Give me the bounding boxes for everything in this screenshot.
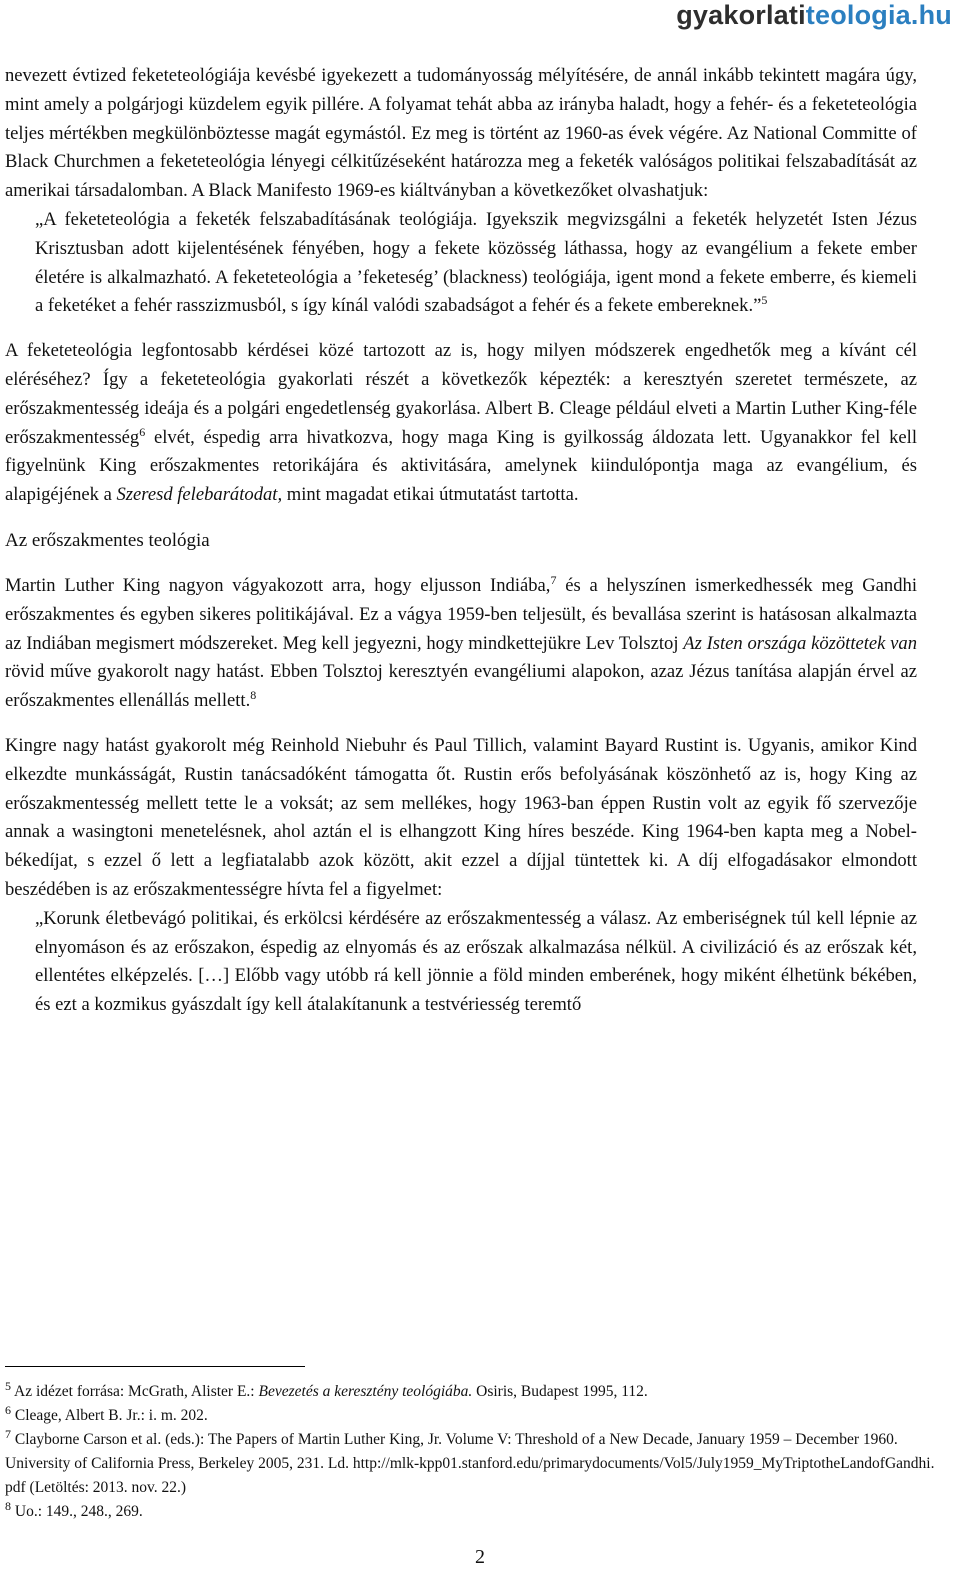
paragraph-2 (5, 337, 917, 510)
paragraph-3-text-b: és a helyszínen ismerkedhessék meg Gandhi erőszakmentes és egyben sikeres politikájával. Ez a vágya 1959-ben teljesült, és bevallása szerint is hatásosan alkalmazta az Indiában megismert módszereket. Meg kell jegyezni, hogy mindkettejükre Lev Tolsztoj (5, 574, 917, 654)
paragraph-3-italic: Az Isten országa közöttetek van (683, 632, 917, 654)
logo-text-part1: gyakorlati (676, 0, 806, 30)
paragraph-2-italic: Szeresd felebarátodat, (116, 484, 283, 506)
footnote-number: 7 (5, 1426, 11, 1441)
footnote-ref-5[interactable]: 5 (761, 293, 768, 308)
footnote-5-text-a: Az idézet forrása: McGrath, Alister E.: (11, 1383, 259, 1400)
paragraph-2-text-c: mint magadat etikai útmutatást tartotta. (282, 484, 579, 506)
footnote-ref-8[interactable]: 8 (250, 687, 257, 702)
paragraph-2-text-b: elvét, éspedig arra hivatkozva, hogy maga King is gyilkosság áldozata lett. Ugyanakkor fel kell figyelnünk King erőszakmentes retorikájára és aktivitására, amelynek kiindulópontja maga az evangélium, és alapigéjének a (5, 426, 917, 506)
paragraph-2-text-a: A feketeteológia legfontosabb kérdései közé tartozott az is, hogy milyen módszerek engedhetők meg a kívánt cél eléréséhez? Így a feketeteológia gyakorlati részét a következők képezték: a keresztyén szeretet természete, az erőszakmentesség ideája és a polgári engedetlenség gyakorlása. Albert B. Cleage például elveti a Martin Luther King-féle erőszakmentesség (5, 340, 917, 448)
site-logo (676, 0, 952, 31)
footnote-7 (5, 1428, 935, 1500)
footnote-separator (5, 1366, 305, 1367)
page-number: 2 (475, 1546, 485, 1568)
footnote-8 (5, 1500, 935, 1524)
paragraph-4: Kingre nagy hatást gyakorolt még Reinhold Niebuhr és Paul Tillich, valamint Bayard Rustint is. Ugyanis, amikor Kind elkezdte munkásságát, Rustin tanácsadóként támogatta őt. Rustin erős befolyásának köszönhető az is, hogy King az erőszakmentesség mellett tette le a voksát; az sem mellékes, hogy 1963-ban éppen Rustin volt az egyik fő szervezője annak a wasingtoni menetelésnek, ahol aztán el is elhangzott King híres beszéde. King 1964-ben kapta meg a Nobel-békedíjat, s ezzel ő lett a legfiatalabb azok között, akit ezzel a díjjal tüntettek ki. A díj elfogadásakor elmondott beszédében is az erőszakmentességre hívta fel a figyelmet: (5, 734, 917, 900)
footnote-5-italic: Bevezetés a keresztény teológiába. (258, 1383, 473, 1400)
blockquote-manifesto (35, 206, 917, 321)
footnote-ref-6[interactable]: 6 (139, 424, 146, 439)
paragraph-3-text-a: Martin Luther King nagyon vágyakozott arra, hogy eljusson Indiába, (5, 574, 551, 596)
footnote-number: 8 (5, 1498, 11, 1513)
paragraph-3-text-c: rövid műve gyakorolt nagy hatást. Ebben Tolsztoj keresztyén evangéliumi alapokon, azaz Jézus tanítása alapján érvel az erőszakmentes ellenállás mellett. (5, 661, 917, 712)
footnote-ref-7[interactable]: 7 (550, 572, 557, 587)
blockquote-nobel-speech: „Korunk életbevágó politikai, és erkölcsi kérdésére az erőszakmentesség a válasz. Az emberiségnek túl kell lépnie az elnyomáson és az erőszakon, éspedig az elnyomás és az erőszak alkalmazása nélkül. A civilizáció és az erőszak két, ellentétes elképzelés. […] Előbb vagy utóbb rá kell jönnie a föld minden emberének, hogy miként élhetünk békében, és ezt a kozmikus gyászdalt így kell átalakítanunk a testvériesség teremtő (35, 907, 917, 1016)
quote-text: „A feketeteológia a feketék felszabadításának teológiája. Igyekszik megvizsgálni a feketék helyzetét Isten Jézus Krisztusban adott kijelentésének fényében, hogy a fekete közösség láthassa, hogy az evangélium a fekete ember életére is alkalmazható. A feketeteológia a ’feketeség’ (blackness) teológiája, igent mond a fekete emberre, és kiemeli a feketéket a fehér rasszizmusból, s így kínál valódi szabadságot a fehér és a fekete embereknek.” (35, 208, 917, 317)
paragraph-1: nevezett évtized feketeteológiája kevésbé igyekezett a tudományosság mélyítésére, de annál inkább tekintett magára úgy, mint amely a polgárjogi küzdelem egyik pillére. A folyamat tehát abba az irányba haladt, hogy a fehér- és a feketeteológia teljes mértékben megkülönböztesse magát egymástól. Ez meg is történt az 1960-as évek végére. Az National Committe of Black Churchmen a feketeteológia lényegi célkitűzéseként határozza meg a feketék valóságos politikai felszabadítását az amerikai társadalomban. A Black Manifesto 1969-es kiáltványban a következőket olvashatjuk: (5, 65, 917, 202)
footnote-6 (5, 1404, 935, 1428)
footnote-5 (5, 1380, 935, 1404)
footnote-number: 5 (5, 1378, 11, 1393)
paragraph-3 (5, 572, 917, 716)
document-body (5, 62, 917, 1020)
footnote-number: 6 (5, 1402, 11, 1417)
logo-text-part2: teologia.hu (805, 0, 952, 30)
section-heading: Az erőszakmentes teológia (5, 529, 210, 551)
footnotes (5, 1380, 935, 1524)
footnote-6-text: Cleage, Albert B. Jr.: i. m. 202. (11, 1407, 208, 1424)
footnote-7-text: Clayborne Carson et al. (eds.): The Papers of Martin Luther King, Jr. Volume V: Threshold of a New Decade, January 1959 – December 1960. University of California Press, Berkeley 2005, 231. Ld. http://mlk-kpp01.stanford.edu/primarydocuments/Vol5/July1959_MyTriptotheLandofGandhi. pdf (Letöltés: 2013. nov. 22.) (5, 1431, 935, 1496)
footnote-5-text-b: Osiris, Budapest 1995, 112. (472, 1383, 648, 1400)
footnote-8-text: Uo.: 149., 248., 269. (11, 1503, 143, 1520)
